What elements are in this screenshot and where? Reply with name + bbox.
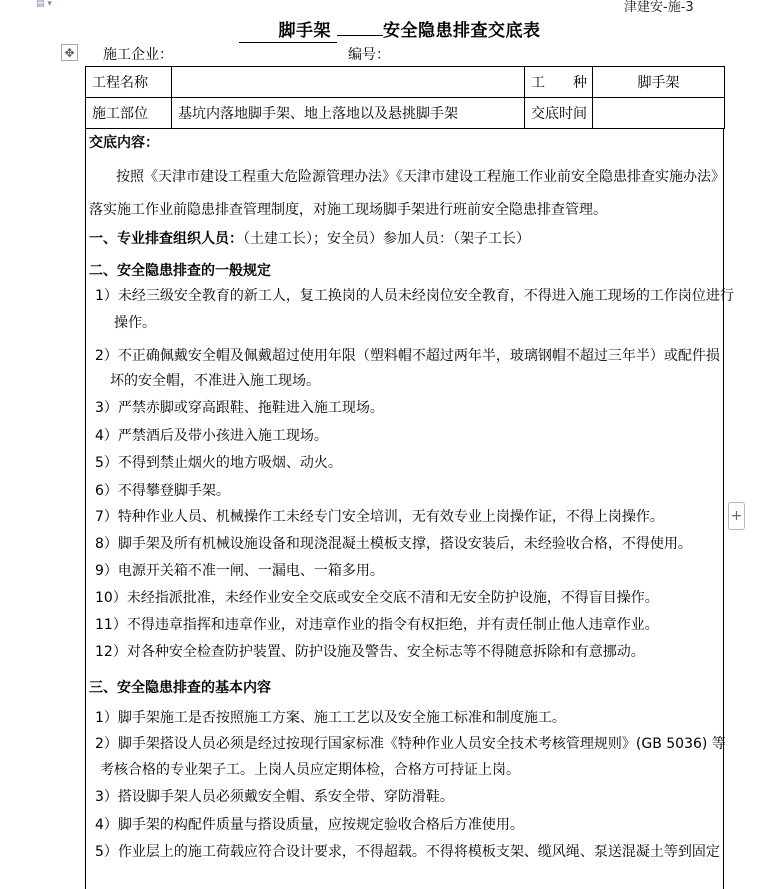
document-code: 津建安-施-3 xyxy=(624,0,694,15)
location-value[interactable]: 基坑内落地脚手架、地上落地以及悬挑脚手架 xyxy=(172,98,525,129)
basic-item: 5）作业层上的施工荷载应符合设计要求，不得超载。不得将模板支架、缆风绳、泵送混凝土等到固定 xyxy=(95,844,720,860)
table-row xyxy=(86,67,725,98)
project-name-value[interactable] xyxy=(172,67,525,98)
page-title xyxy=(0,16,779,43)
basic-item: 2）脚手架搭设人员必须是经过按现行国家标准《特种作业人员安全技术考核管理规则》(GB 5036) 等 xyxy=(95,736,726,752)
rule-item: 2）不正确佩戴安全帽及佩戴超过使用年限（塑料帽不超过两年半，玻璃钢帽不超过三年半）或配件损 xyxy=(95,348,720,364)
rule-item: 7）特种作业人员、机械操作工未经专门安全培训，无有效专业上岗操作证，不得上岗操作。 xyxy=(95,509,664,525)
rule-item-cont: 坏的安全帽，不准进入施工现场。 xyxy=(110,373,320,389)
basic-item: 1）脚手架施工是否按照施工方案、施工工艺以及安全施工标准和制度施工。 xyxy=(95,710,566,726)
trade-label: 工 种 xyxy=(525,67,593,98)
rule-item: 12）对各种安全检查防护装置、防护设施及警告、安全标志等不得随意拆除和有意挪动。 xyxy=(95,644,645,660)
document-icon: ▤ ▾ xyxy=(36,0,52,9)
number-label: 编号： xyxy=(348,47,390,63)
title-underline xyxy=(337,21,383,36)
time-value[interactable] xyxy=(593,98,725,129)
content-heading: 交底内容： xyxy=(89,135,159,151)
location-label: 施工部位 xyxy=(86,98,172,129)
rule-item: 4）严禁酒后及带小孩进入施工现场。 xyxy=(95,428,328,444)
title-text: 安全隐患排查交底表 xyxy=(383,21,541,41)
trade-value[interactable]: 脚手架 xyxy=(593,67,725,98)
section3-title: 三、安全隐患排查的基本内容 xyxy=(89,680,271,696)
title-subject: 脚手架 xyxy=(239,16,338,43)
section1-text: （土建工长）；安全员）参加人员：（架子工长） xyxy=(243,231,530,247)
content-cell xyxy=(85,129,734,889)
intro-line: 落实施工作业前隐患排查管理制度，对施工现场脚手架进行班前安全隐患排查管理。 xyxy=(89,202,607,218)
rule-item-cont: 操作。 xyxy=(114,315,156,331)
rule-item: 1）未经三级安全教育的新工人，复工换岗的人员未经岗位安全教育，不得进入施工现场的工作岗位进行 xyxy=(95,288,734,304)
section1-title: 一、专业排查组织人员： xyxy=(89,231,243,247)
rule-item: 8）脚手架及所有机械设施设备和现浇混凝土模板支撑，搭设安装后，未经验收合格，不得使用。 xyxy=(95,536,692,552)
basic-item-cont: 考核合格的专业架子工。上岗人员应定期体检，合格方可持证上岗。 xyxy=(100,762,520,778)
rule-item: 11）不得违章指挥和违章作业，对违章作业的指令有权拒绝，并有责任制止他人违章作业。 xyxy=(95,617,659,633)
rule-item: 6）不得攀登脚手架。 xyxy=(95,483,230,499)
rule-item: 9）电源开关箱不准一闸、一漏电、一箱多用。 xyxy=(95,563,384,579)
table-move-handle-icon[interactable]: ✥ xyxy=(61,44,78,61)
rule-item: 10）未经指派批准，未经作业安全交底或安全交底不清和无安全防护设施，不得盲目操作。 xyxy=(95,590,659,606)
rule-item: 3）严禁赤脚或穿高跟鞋、拖鞋进入施工现场。 xyxy=(95,400,384,416)
intro-line: 按照《天津市建设工程重大危险源管理办法》《天津市建设工程施工作业前安全隐患排查实施办法》 xyxy=(116,169,725,185)
company-label: 施工企业： xyxy=(103,47,173,63)
project-name-label: 工程名称 xyxy=(86,67,172,98)
header-table xyxy=(85,66,725,129)
basic-item: 4）脚手架的构配件质量与搭设质量，应按规定验收合格后方准使用。 xyxy=(95,817,524,833)
basic-item: 3）搭设脚手架人员必须戴安全帽、系安全带、穿防滑鞋。 xyxy=(95,789,454,805)
section1 xyxy=(89,228,530,248)
rule-item: 5）不得到禁止烟火的地方吸烟、动火。 xyxy=(95,455,342,471)
time-label: 交底时间 xyxy=(525,98,593,129)
add-row-icon[interactable]: + xyxy=(728,502,745,530)
section2-title: 二、安全隐患排查的一般规定 xyxy=(89,263,271,279)
table-row xyxy=(86,98,725,129)
